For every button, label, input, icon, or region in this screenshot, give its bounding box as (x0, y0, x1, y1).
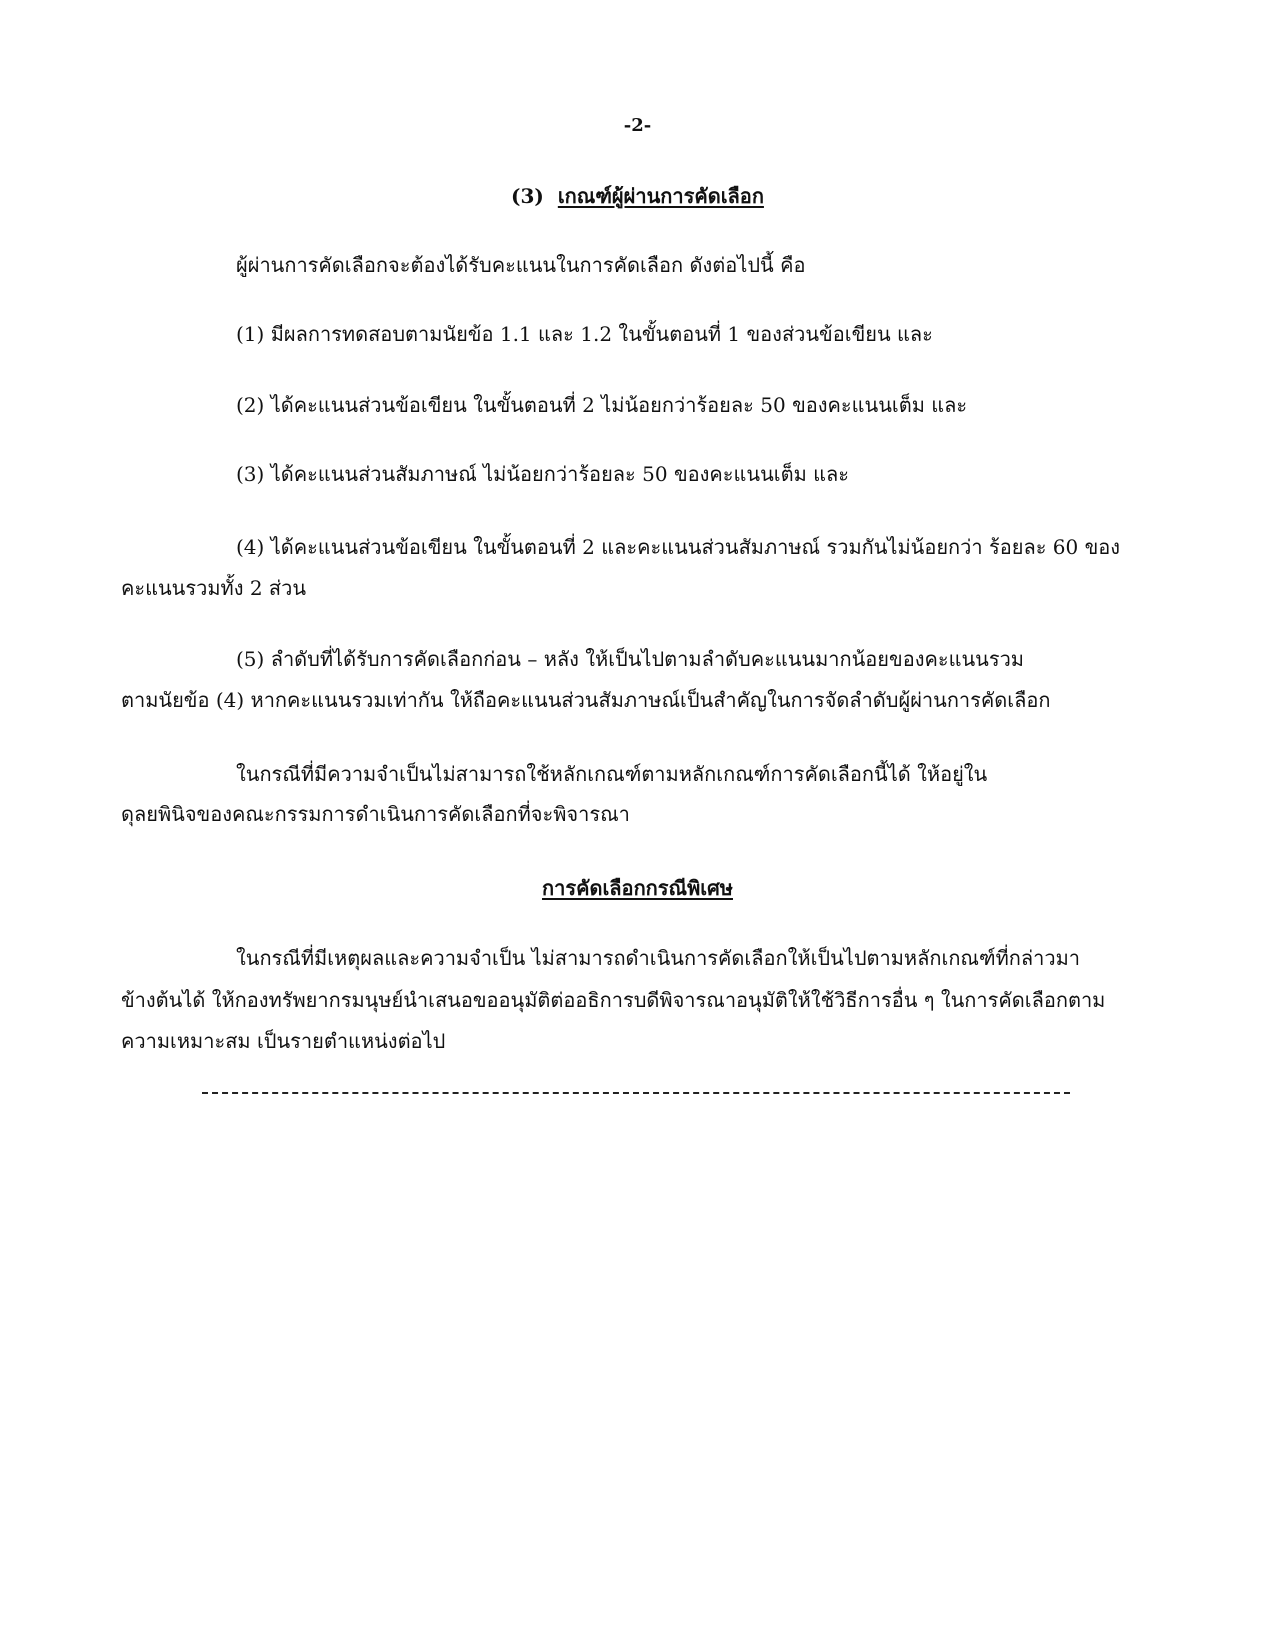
section-3-title: เกณฑ์ผู้ผ่านการคัดเลือก (557, 184, 764, 208)
special-line-2: ข้างต้นได้ ให้กองทรัพยากรมนุษย์นำเสนอขออนุมัติต่ออธิการบดีพิจารณาอนุมัติให้ใช้วิธีการอื่น ๆ ในการคัดเลือกตาม (121, 988, 1106, 1012)
discretion-line-2: ดุลยพินิจของคณะกรรมการดำเนินการคัดเลือกที่จะพิจารณา (121, 802, 630, 826)
special-selection-title: การคัดเลือกกรณีพิเศษ (542, 876, 733, 900)
section-3-number: (3) (511, 184, 544, 208)
criterion-4-line-1: (4) ได้คะแนนส่วนข้อเขียน ในขั้นตอนที่ 2 และคะแนนส่วนสัมภาษณ์ รวมกันไม่น้อยกว่า ร้อยละ 60 ของ (236, 535, 1121, 559)
criterion-1: (1) มีผลการทดสอบตามนัยข้อ 1.1 และ 1.2 ในขั้นตอนที่ 1 ของส่วนข้อเขียน และ (236, 322, 933, 346)
criterion-5-line-2: ตามนัยข้อ (4) หากคะแนนรวมเท่ากัน ให้ถือคะแนนส่วนสัมภาษณ์เป็นสำคัญในการจัดลำดับผู้ผ่านการคัดเลือก (121, 688, 1051, 712)
intro-paragraph: ผู้ผ่านการคัดเลือกจะต้องได้รับคะแนนในการคัดเลือก ดังต่อไปนี้ คือ (236, 253, 806, 277)
criterion-5-line-1: (5) ลำดับที่ได้รับการคัดเลือกก่อน – หลัง ให้เป็นไปตามลำดับคะแนนมากน้อยของคะแนนรวม (236, 647, 1024, 671)
end-of-document-divider (202, 1092, 1070, 1094)
special-selection-heading (0, 874, 1275, 902)
criterion-3: (3) ได้คะแนนส่วนสัมภาษณ์ ไม่น้อยกว่าร้อยละ 50 ของคะแนนเต็ม และ (236, 462, 850, 486)
discretion-line-1: ในกรณีที่มีความจำเป็นไม่สามารถใช้หลักเกณฑ์ตามหลักเกณฑ์การคัดเลือกนี้ได้ ให้อยู่ใน (236, 762, 988, 786)
criterion-2: (2) ได้คะแนนส่วนข้อเขียน ในขั้นตอนที่ 2 ไม่น้อยกว่าร้อยละ 50 ของคะแนนเต็ม และ (236, 393, 968, 417)
page-number: -2- (623, 115, 652, 136)
special-line-3: ความเหมาะสม เป็นรายตำแหน่งต่อไป (121, 1029, 446, 1053)
section-3-heading (0, 182, 1275, 210)
criterion-4-line-2: คะแนนรวมทั้ง 2 ส่วน (121, 576, 307, 600)
special-line-1: ในกรณีที่มีเหตุผลและความจำเป็น ไม่สามารถดำเนินการคัดเลือกให้เป็นไปตามหลักเกณฑ์ที่กล่าวมา (236, 946, 1081, 970)
